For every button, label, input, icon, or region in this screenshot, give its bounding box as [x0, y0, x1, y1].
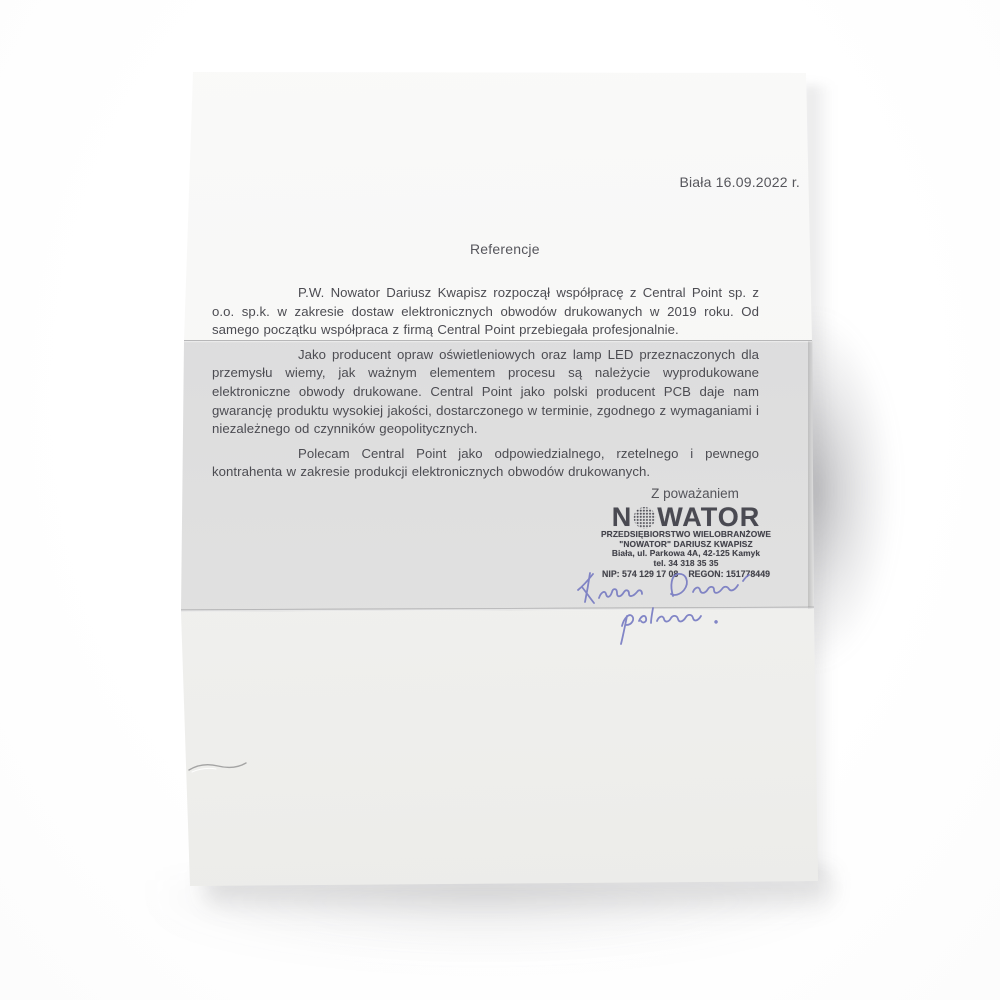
letter-closing: Z poważaniem	[651, 486, 739, 501]
letter-paragraph: Polecam Central Point jako odpowiedzialnego, rzetelnego i pewnego kontrahenta w zakresie produkcji elektronicznych obwodów drukowanych.	[212, 445, 759, 480]
stamp-nip: NIP: 574 129 17 08	[602, 569, 679, 579]
stamp-logo-text-right: WATOR	[657, 502, 761, 532]
signature-ink-strokes	[578, 573, 749, 644]
letter-date: Biała 16.09.2022 r.	[679, 174, 800, 190]
stamp-company-type: PRZEDSIĘBIORSTWO WIELOBRANŻOWE	[600, 529, 772, 539]
handwritten-signature	[573, 568, 778, 654]
halftone-globe-o-icon	[633, 506, 656, 529]
letter-body	[212, 284, 759, 494]
stamp-logo	[596, 504, 776, 530]
letter-title: Referencje	[470, 241, 540, 257]
stamp-regon: REGON: 151778449	[688, 569, 770, 579]
paper-middle-right-edge-shade	[808, 341, 813, 609]
stamp-owner: "NOWATOR" DARIUSZ KWAPISZ	[619, 538, 753, 549]
stamp-logo-text-left: N	[611, 502, 633, 532]
letter-paragraph: P.W. Nowator Dariusz Kwapisz rozpoczął współpracę z Central Point sp. z o.o. sp.k. w zakresie dostaw elektronicznych obwodów drukowanych w 2019 roku. Od samego początku współpraca z firmą Central Point przebiegała profesjonalnie.	[212, 285, 759, 338]
letter-paragraph: Jako producent opraw oświetleniowych oraz lamp LED przeznaczonych dla przemysłu wiemy, jak ważnym elementem procesu są należycie wyprodukowane elektroniczne obwody drukowane. Central Point jako polski producent PCB daje nam gwarancję produktu wysokiej jakości, dostarczonego w terminie, zgodnego z wymaganiami i niezależnego od czynników geopolitycznych.	[212, 346, 759, 437]
stamp-address: Biała, ul. Parkowa 4A, 42-125 Kamyk	[611, 548, 761, 558]
paper-tear-mark	[188, 758, 254, 774]
stamp-phone: tel. 34 318 35 35	[653, 557, 719, 568]
